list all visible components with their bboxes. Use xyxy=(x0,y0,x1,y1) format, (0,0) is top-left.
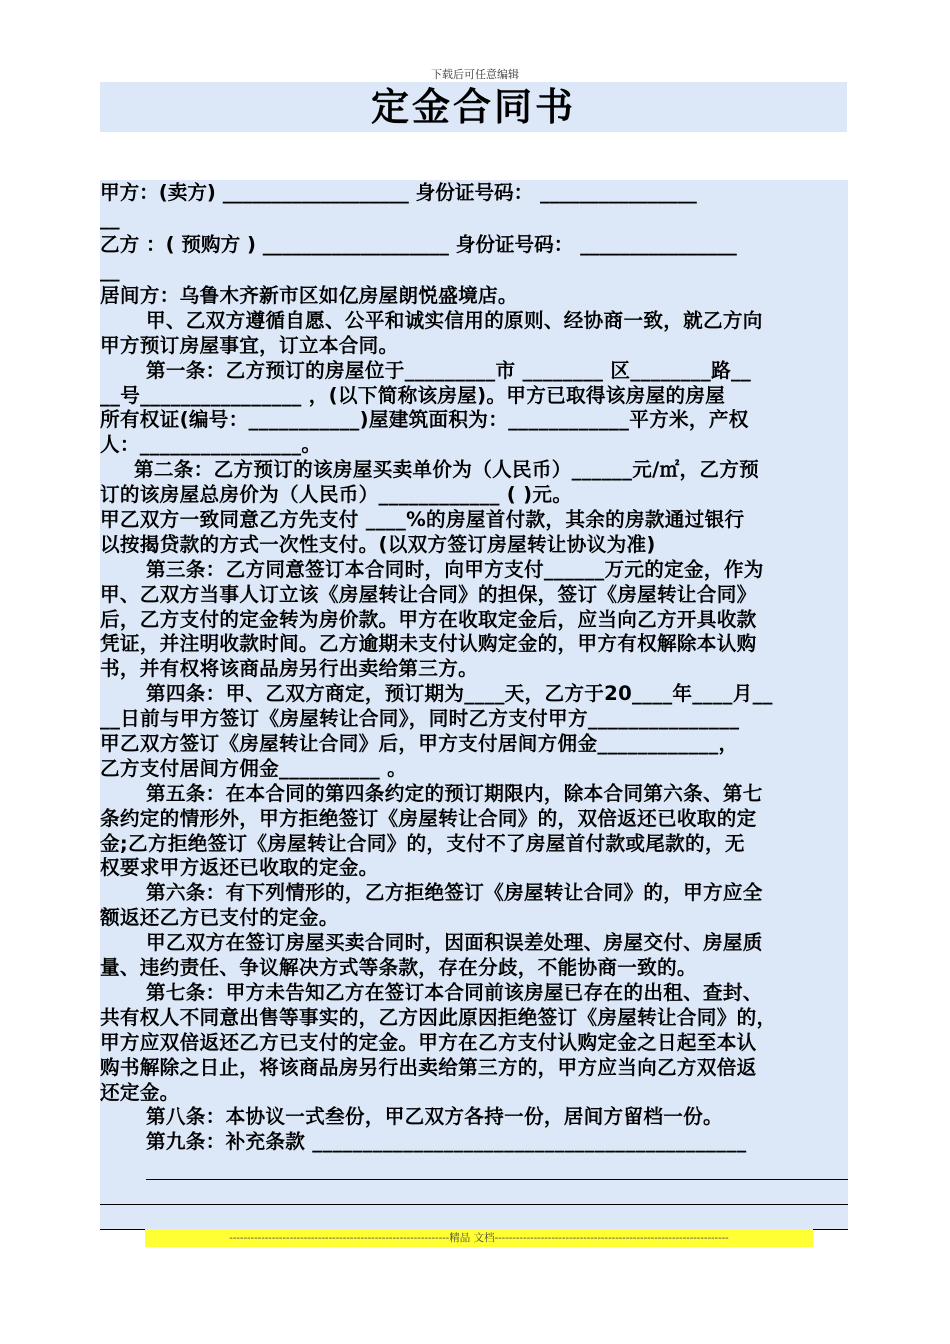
download-note: 下载后可任意编辑 xyxy=(431,68,519,81)
clause-9-line: 第九条：补充条款 ___________________________________________ xyxy=(146,1130,747,1154)
clause-2-line: 甲乙双方一致同意乙方先支付 ____%的房屋首付款，其余的房款通过银行 xyxy=(100,508,745,532)
clause-5-line: 金;乙方拒绝签订《房屋转让合同》的，支付不了房屋首付款或尾款的，无 xyxy=(100,831,745,855)
clause-8-line: 第八条：本协议一式叁份，甲乙双方各持一份，居间方留档一份。 xyxy=(146,1105,723,1129)
clause-4-line: 第四条：甲、乙双方商定，预订期为____天，乙方于20____年____月__ xyxy=(146,682,773,706)
preamble-line: 甲、乙双方遵循自愿、公平和诚实信用的原则、经协商一致，就乙方向 xyxy=(146,308,763,332)
party-a-continuation: __ xyxy=(100,207,120,230)
clause-1-line: __号________________ ，(以下简称该房屋)。甲方已取得该房屋的房屋 xyxy=(100,383,726,407)
clause-7-line: 第七条：甲方未告知乙方在签订本合同前该房屋已存在的出租、查封、 xyxy=(146,980,763,1004)
preamble-line: 甲方预订房屋事宜，订立本合同。 xyxy=(100,333,399,357)
clause-3-line: 书，并有权将该商品房另行出卖给第三方。 xyxy=(100,657,478,681)
clause-6-line: 额返还乙方已支付的定金。 xyxy=(100,906,339,930)
intermediary-line: 居间方：乌鲁木齐新市区如亿房屋朗悦盛境店。 xyxy=(100,284,518,307)
blank-rule xyxy=(100,1205,848,1230)
footer-banner: --------------------------------------------------------------精品 文档------------------------------------------------------------------ xyxy=(145,1229,813,1247)
clause-3-line: 后，乙方支付的定金转为房价款。甲方在收取定金后，应当向乙方开具收款 xyxy=(100,607,757,631)
party-a-line: 甲方：(卖方) ___________________ 身份证号码： ________________ xyxy=(100,181,697,204)
clause-4-line: __日前与甲方签订《房屋转让合同》，同时乙方支付甲方_______________ xyxy=(100,707,740,731)
clause-5-line: 权要求甲方返还已收取的定金。 xyxy=(100,856,379,880)
clause-2-line: 以按揭贷款的方式一次性支付。(以双方签订房屋转让协议为准) xyxy=(100,532,656,556)
clause-3-line: 甲、乙双方当事人订立该《房屋转让合同》的担保，签订《房屋转让合同》 xyxy=(100,582,757,606)
clause-2-line: 订的该房屋总房价为（人民币）____________ ( )元。 xyxy=(100,483,573,507)
document-title: 定金合同书 xyxy=(370,85,576,129)
clause-1-line: 人：________________。 xyxy=(100,433,322,457)
title-band xyxy=(100,82,847,132)
clause-4-line: 乙方支付居间方佣金__________ 。 xyxy=(100,756,408,780)
clause-7-line: 购书解除之日止，将该商品房另行出卖给第三方的，甲方应当向乙方双倍返 xyxy=(100,1055,757,1079)
party-b-line: 乙方 ：( 预购方 ) ___________________ 身份证号码： ________________ xyxy=(100,233,737,256)
clause-6-item-line: 甲乙双方在签订房屋买卖合同时，因面积误差处理、房屋交付、房屋质 xyxy=(146,931,763,955)
clause-7-line: 还定金。 xyxy=(100,1080,180,1104)
clause-1-line: 所有权证(编号：___________)屋建筑面积为：____________平方米，产权 xyxy=(100,408,749,432)
clause-6-item-line: 量、违约责任、争议解决方式等条款，存在分歧，不能协商一致的。 xyxy=(100,956,697,980)
clause-5-line: 第五条：在本合同的第四条约定的预订期限内，除本合同第六条、第七 xyxy=(146,781,763,805)
blank-rule xyxy=(100,1180,848,1205)
clause-6-line: 第六条：有下列情形的，乙方拒绝签订《房屋转让合同》的，甲方应全 xyxy=(146,881,763,905)
party-b-continuation: __ xyxy=(100,259,120,282)
clause-5-line: 条约定的情形外，甲方拒绝签订《房屋转让合同》的，双倍返还已收取的定 xyxy=(100,806,757,830)
clause-4-line: 甲乙双方签订《房屋转让合同》后，甲方支付居间方佣金____________， xyxy=(100,732,739,756)
clause-7-line: 共有权人不同意出售等事实的，乙方因此原因拒绝签订《房屋转让合同》的， xyxy=(100,1005,777,1029)
clause-3-line: 凭证，并注明收款时间。乙方逾期未支付认购定金的，甲方有权解除本认购 xyxy=(100,632,757,656)
blank-rule xyxy=(146,1155,848,1180)
clause-3-line: 第三条：乙方同意签订本合同时，向甲方支付______万元的定金，作为 xyxy=(146,557,764,581)
clause-7-line: 甲方应双倍返还乙方已支付的定金。甲方在乙方支付认购定金之日起至本认 xyxy=(100,1030,757,1054)
clause-2-line: 第二条：乙方预订的该房屋买卖单价为（人民币）______元/㎡，乙方预 xyxy=(134,458,760,482)
clause-1-line: 第一条：乙方预订的房屋位于_________市 ________ 区________路__ xyxy=(146,358,752,382)
contract-body xyxy=(100,180,848,1230)
